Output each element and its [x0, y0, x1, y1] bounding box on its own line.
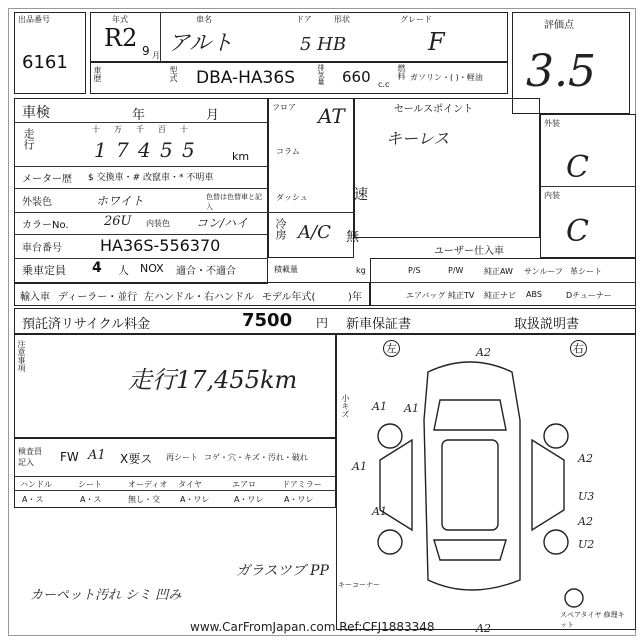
- equip-sunroof: サンルーフ: [524, 267, 563, 276]
- kg-label: kg: [356, 266, 366, 275]
- yen-label: 円: [316, 316, 329, 330]
- fuel-value: ガソリン・( )・軽油: [410, 73, 483, 82]
- watermark: www.CarFromJapan.com Ref:CFJ1883348: [190, 620, 435, 634]
- interior-color-label: 内装色: [146, 219, 170, 228]
- vin-label: 車歴: [93, 66, 102, 82]
- shaken-year-unit: 年: [132, 108, 146, 123]
- shaken-month-unit: 月: [206, 108, 220, 123]
- equip-pw: P/W: [448, 266, 464, 275]
- chassis-code: DBA-HA36S: [196, 68, 295, 88]
- type-label: 型式: [169, 66, 178, 82]
- condition-label: 検査員記入: [18, 447, 42, 467]
- sales-text: キーレス: [386, 129, 450, 148]
- mark-5: A2: [578, 452, 593, 465]
- windshield: [434, 400, 506, 430]
- spare-circle: [565, 589, 583, 607]
- roof: [442, 440, 498, 530]
- meter-options: $ 交換車・# 改竄車・* 不明車: [88, 173, 214, 183]
- cond-handle-val: A・ス: [22, 495, 44, 504]
- frame-number: HA36S-556370: [100, 236, 221, 255]
- cond-mirror: ドアミラー: [282, 480, 322, 489]
- load-label: 積載量: [274, 265, 298, 274]
- import-label: 輸入車: [20, 292, 50, 303]
- mileage-unit-4: 百: [158, 125, 166, 134]
- lot-number: 6161: [22, 52, 68, 73]
- nox-label: NOX: [140, 262, 164, 275]
- exterior-grade-label: 外装: [544, 119, 560, 128]
- mileage-digit-3: 4: [138, 138, 151, 162]
- mark-7: A2: [578, 515, 593, 528]
- year-label: 年式: [112, 15, 128, 24]
- warranty-label: 新車保証書: [346, 317, 412, 332]
- fuel-label: 燃料: [397, 64, 406, 80]
- mileage-digit-1: 1: [94, 138, 107, 162]
- notes-side-label: 注意事項: [17, 340, 26, 372]
- cond-aero: エアロ: [232, 480, 256, 489]
- year-value: R2: [104, 24, 138, 52]
- score-value: 3.5: [526, 46, 596, 97]
- nox-options: 適合・不適合: [176, 266, 236, 277]
- cond-audio: オーディオ: [128, 480, 168, 489]
- mileage-unit-3: 千: [136, 125, 144, 134]
- equip-leather: 革シート: [570, 267, 602, 276]
- shape-label: 形状: [334, 15, 350, 24]
- transmission: AT: [318, 104, 345, 128]
- mileage-digit-5: 5: [182, 138, 195, 162]
- month-value: 9: [142, 44, 150, 58]
- user-label: ユーザー仕入車: [434, 246, 504, 257]
- model-year-unit: )年: [348, 292, 362, 303]
- cond-audio-val: 無し・交: [128, 495, 160, 504]
- mileage-label: 走行: [22, 128, 35, 150]
- score-label: 評価点: [544, 20, 574, 31]
- fw-value: A1: [88, 448, 106, 463]
- mileage-unit-1: 十: [92, 125, 100, 134]
- cond-tire: タイヤ: [178, 480, 202, 489]
- scratch-label: 小キズ: [341, 394, 350, 418]
- seats-value: 4: [92, 260, 102, 276]
- recycle-label: 預託済リサイクル料金: [22, 317, 151, 332]
- left-label: 左: [383, 340, 400, 357]
- cond-handle: ハンドル: [20, 480, 52, 489]
- month-unit: 月: [152, 51, 160, 60]
- equip-airbag: エアバッグ: [406, 291, 446, 300]
- bottom-note: ガラスツブ PP: [236, 563, 329, 579]
- wheel-fr: [544, 424, 568, 448]
- doors-label: ドア: [296, 15, 312, 24]
- color-note: 色替は色替車と記入: [206, 193, 262, 211]
- recycle-amount: 7500: [242, 310, 293, 331]
- mark-3: A1: [352, 460, 367, 473]
- equip-ps: P/S: [408, 266, 421, 275]
- km-label: km: [232, 150, 250, 163]
- renew-label: 再シート: [166, 453, 198, 462]
- floor-label: フロア: [272, 103, 296, 112]
- equip-navi: 純正ナビ: [484, 291, 516, 300]
- wheel-rr: [544, 530, 568, 554]
- grade-value: F: [428, 28, 445, 56]
- shaken-label: 車検: [22, 105, 50, 121]
- right-side: [532, 440, 564, 530]
- frame-label: 車台番号: [22, 243, 62, 254]
- exterior-grade: C: [566, 150, 589, 185]
- column-label: コラム: [276, 147, 300, 156]
- grade-label: グレード: [400, 15, 432, 24]
- equip-tv: 純正TV: [448, 291, 475, 300]
- wheel-rl: [378, 530, 402, 554]
- exterior-color: ホワイト: [96, 194, 144, 208]
- fw-label: FW: [60, 450, 79, 464]
- right-label: 右: [570, 340, 587, 357]
- ac-value: A/C: [298, 222, 331, 243]
- model-label: 車名: [196, 15, 212, 24]
- import-options: ディーラー・並行: [58, 292, 138, 303]
- person-unit: 人: [118, 264, 129, 277]
- displacement-label: 排気量: [317, 64, 325, 85]
- equip-abs: ABS: [526, 290, 542, 299]
- ac-label: 冷房: [274, 218, 287, 240]
- spare-label: スペアタイヤ 修理キット: [560, 611, 625, 629]
- cond-tire-val: A・ワレ: [180, 495, 210, 504]
- mark-8: U2: [578, 538, 595, 551]
- equip-dtuner: Dチューナー: [566, 291, 612, 300]
- handle-options: 左ハンドル・右ハンドル: [144, 292, 254, 303]
- mark-2: A1: [404, 402, 419, 415]
- handwritten-mileage: 走行17,455km: [128, 366, 298, 394]
- displacement: 660: [342, 68, 371, 86]
- mileage-digit-4: 5: [160, 138, 173, 162]
- mileage-unit-2: 万: [114, 125, 122, 134]
- cond-seat-val: A・ス: [80, 495, 102, 504]
- rear-window: [434, 540, 506, 560]
- interior-grade-label: 内装: [544, 191, 560, 200]
- x-label: X要ス: [120, 452, 153, 466]
- interior-color: コン/ハイ: [196, 216, 249, 230]
- speed-label: 速: [354, 187, 368, 203]
- bottom-note-2: カーペット汚れ シミ 凹み: [30, 588, 182, 603]
- interior-grade: C: [566, 214, 589, 249]
- cond-mirror-val: A・ワレ: [284, 495, 314, 504]
- mileage-unit-5: 十: [180, 125, 188, 134]
- mark-1: A1: [372, 400, 387, 413]
- sales-title: セールスポイント: [394, 104, 474, 115]
- mileage-digit-2: 7: [116, 138, 129, 162]
- mark-4: A1: [372, 505, 387, 518]
- wheel-fl: [378, 424, 402, 448]
- mark-10: A2: [476, 622, 491, 635]
- dent-options: コゲ・穴・キズ・汚れ・破れ: [204, 453, 308, 462]
- cond-aero-val: A・ワレ: [234, 495, 264, 504]
- color-no-label: カラーNo.: [22, 220, 69, 231]
- manual-label: 取扱説明書: [514, 317, 580, 332]
- ac-none: 無: [346, 230, 360, 245]
- equip-aw: 純正AW: [484, 267, 513, 276]
- mark-6: U3: [578, 490, 595, 503]
- color-no: 26U: [104, 214, 132, 229]
- lot-label: 出品番号: [18, 15, 50, 24]
- dash-label: ダッシュ: [276, 193, 308, 202]
- body-type: 5 HB: [300, 34, 347, 55]
- meter-label: メーター歴: [22, 174, 72, 185]
- model-year-label: モデル年式(: [262, 292, 316, 303]
- key-corner-label: キーコーナー: [338, 581, 380, 589]
- mark-9: A2: [476, 346, 491, 359]
- cc-label: c.c: [378, 80, 390, 89]
- exterior-color-label: 外装色: [22, 197, 52, 208]
- cond-seat: シート: [78, 480, 102, 489]
- model-name: アルト: [168, 31, 234, 56]
- seats-label: 乗車定員: [22, 264, 66, 277]
